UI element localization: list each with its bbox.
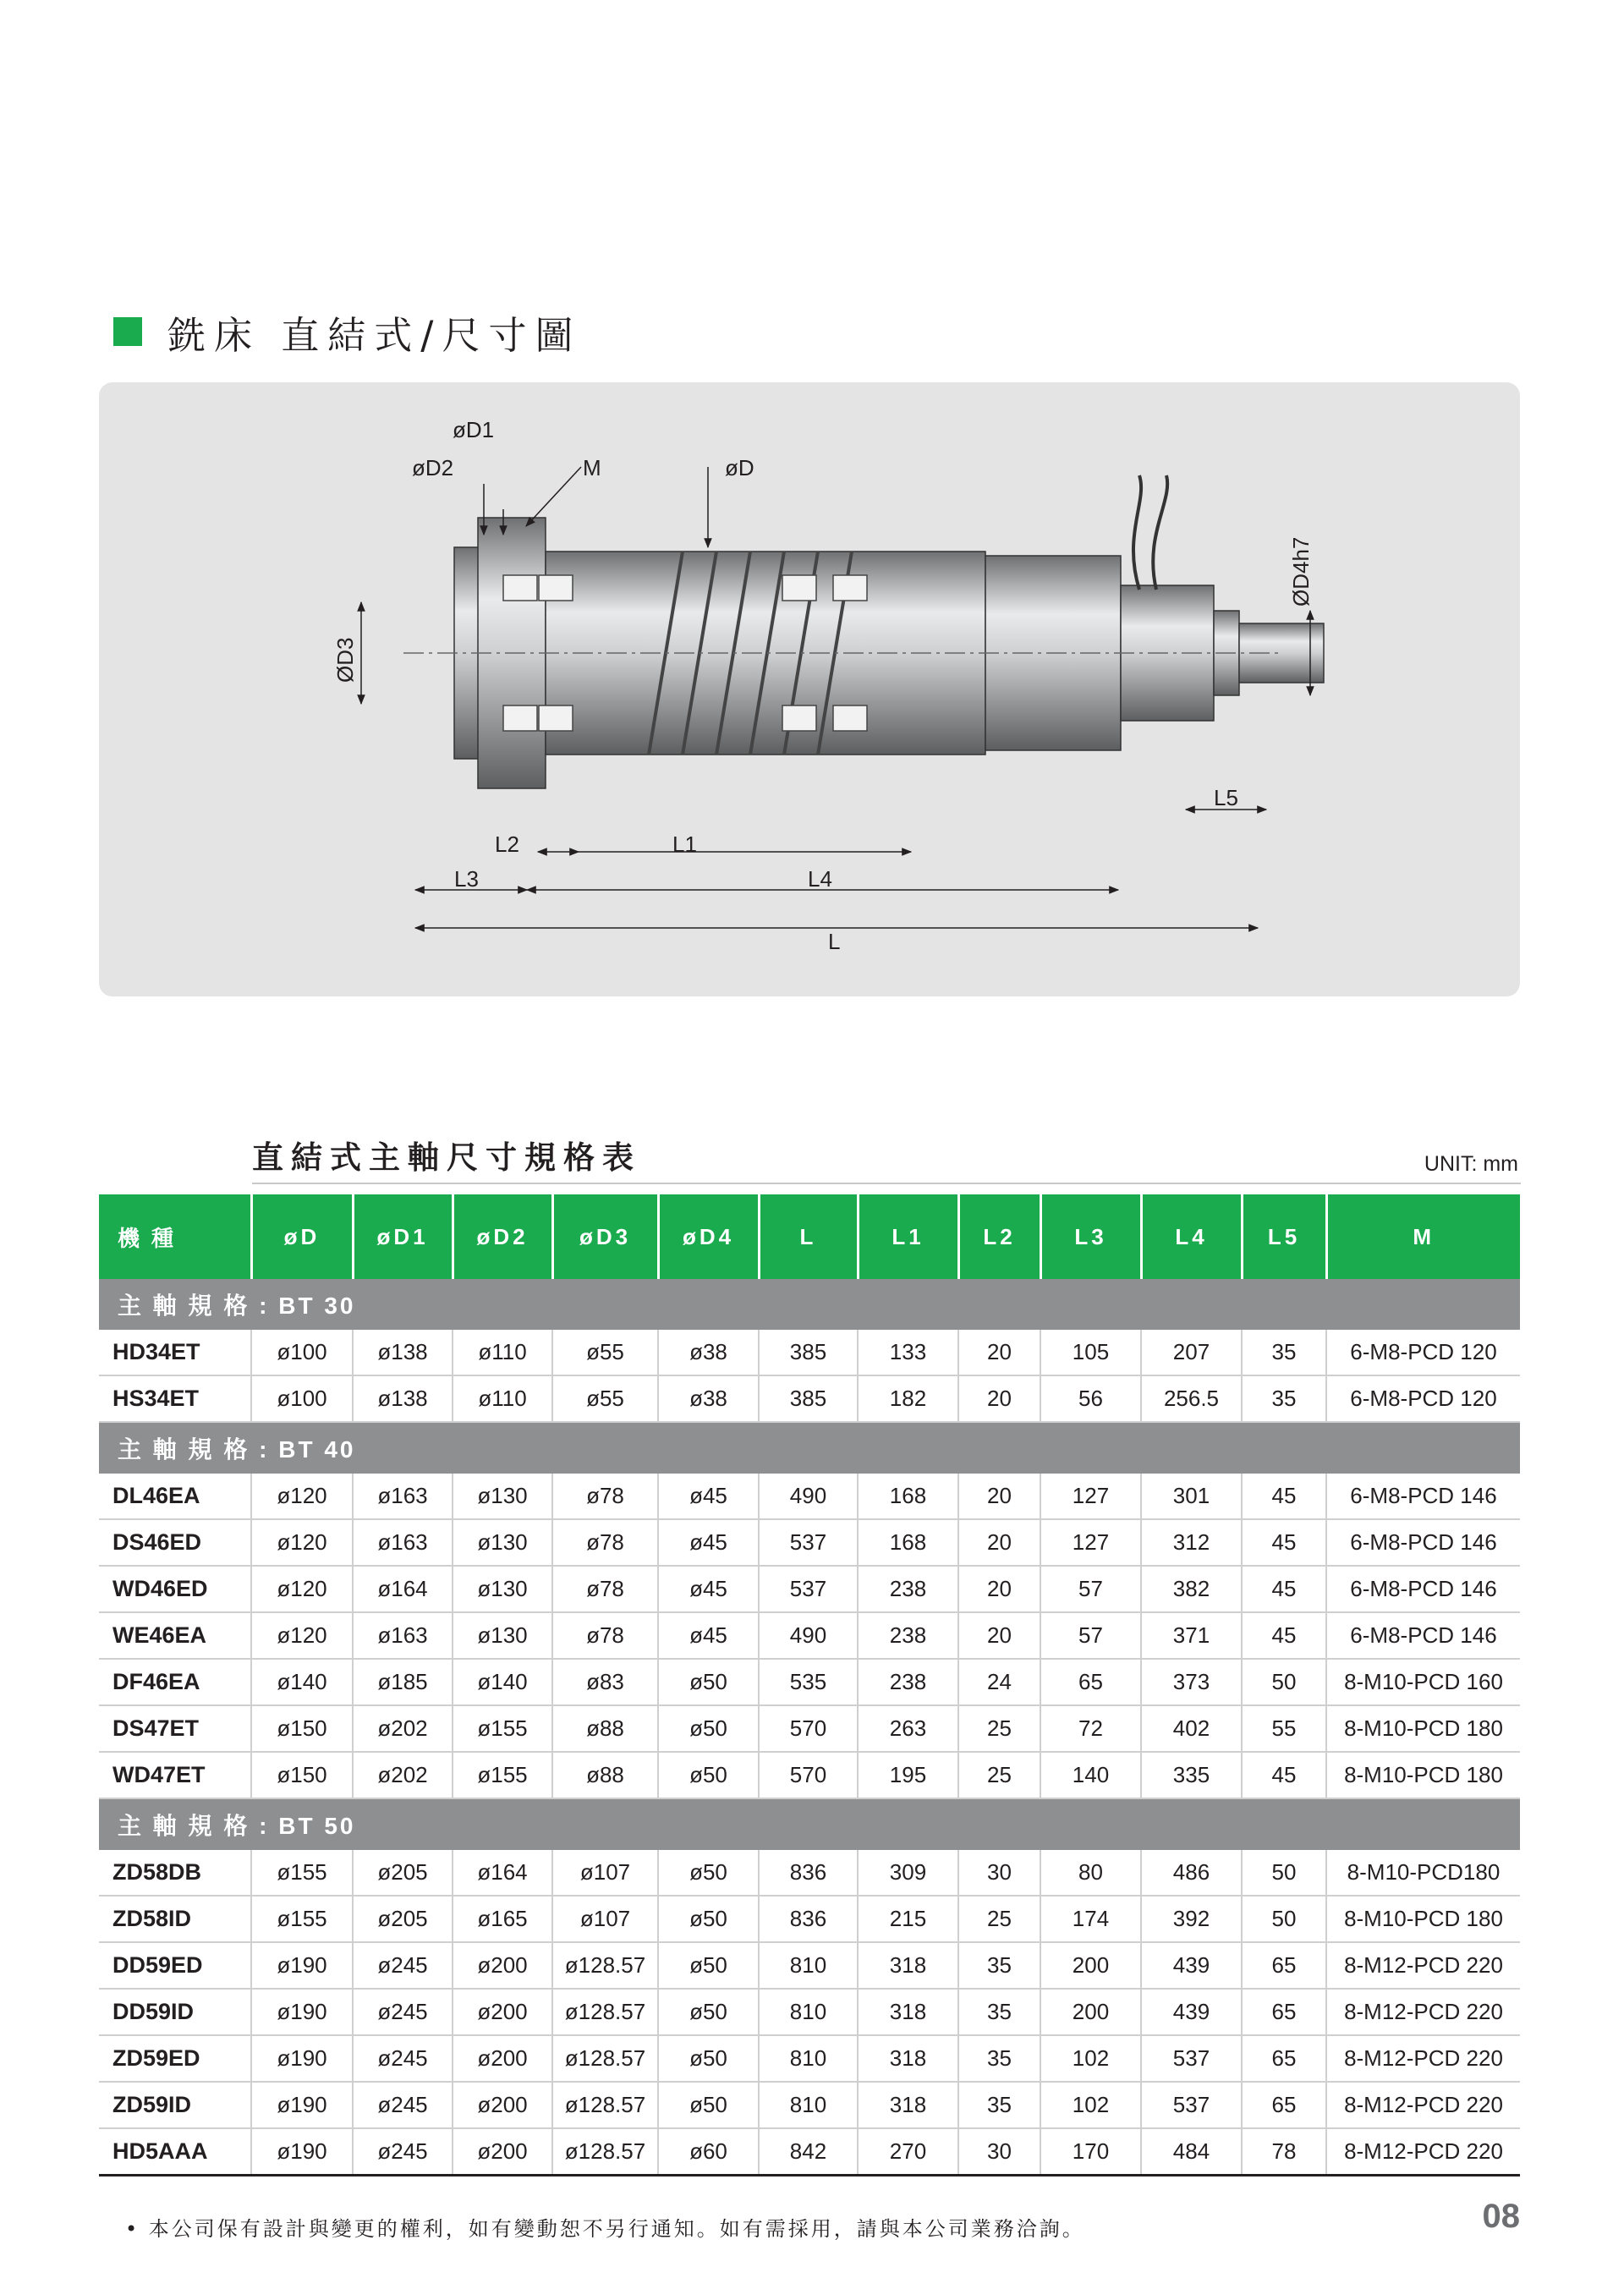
table-row: [99, 2035, 1520, 2082]
table-cell: 238: [858, 1612, 958, 1659]
table-cell: ø185: [353, 1659, 453, 1705]
table-cell: ø128.57: [552, 2035, 658, 2082]
table-cell: ø120: [251, 1474, 353, 1519]
table-cell: 810: [759, 2035, 858, 2082]
model-cell: ZD58ID: [99, 1896, 251, 1942]
table-cell: 238: [858, 1566, 958, 1612]
table-cell: 35: [958, 1942, 1040, 1989]
footnote: [125, 2212, 1085, 2242]
label-d1: øD1: [453, 417, 495, 442]
green-square-icon: [113, 317, 142, 346]
table-cell: 45: [1242, 1519, 1326, 1566]
table-cell: ø164: [453, 1850, 552, 1896]
table-cell: 170: [1040, 2128, 1141, 2176]
label-m: M: [583, 455, 601, 480]
table-cell: ø60: [658, 2128, 759, 2176]
table-cell: ø202: [353, 1752, 453, 1798]
table-cell: 6-M8-PCD 146: [1326, 1612, 1520, 1659]
table-cell: 57: [1040, 1566, 1141, 1612]
unit-label: UNIT: mm: [1424, 1152, 1518, 1176]
table-cell: 133: [858, 1330, 958, 1375]
table-cell: ø138: [353, 1375, 453, 1422]
model-cell: ZD58DB: [99, 1850, 251, 1896]
table-cell: 45: [1242, 1474, 1326, 1519]
table-cell: ø45: [658, 1566, 759, 1612]
table-cell: ø78: [552, 1612, 658, 1659]
table-cell: ø110: [453, 1375, 552, 1422]
table-cell: 392: [1141, 1896, 1242, 1942]
table-cell: ø45: [658, 1612, 759, 1659]
table-cell: 55: [1242, 1705, 1326, 1752]
table-cell: ø83: [552, 1659, 658, 1705]
section-heading: [113, 306, 581, 357]
table-cell: ø155: [453, 1752, 552, 1798]
table-cell: 20: [958, 1519, 1040, 1566]
table-cell: 30: [958, 1850, 1040, 1896]
table-row: [99, 1896, 1520, 1942]
table-cell: 484: [1141, 2128, 1242, 2176]
table-cell: ø163: [353, 1519, 453, 1566]
table-cell: 385: [759, 1375, 858, 1422]
table-cell: 810: [759, 2082, 858, 2128]
table-cell: ø245: [353, 1989, 453, 2035]
label-d2: øD2: [412, 455, 454, 480]
table-cell: 270: [858, 2128, 958, 2176]
table-cell: 50: [1242, 1659, 1326, 1705]
table-cell: 45: [1242, 1612, 1326, 1659]
table-cell: ø100: [251, 1330, 353, 1375]
footnote-text: 本公司保有設計與變更的權利，如有變動恕不另行通知。如有需採用，請與本公司業務洽詢。: [148, 2217, 1085, 2241]
model-cell: DF46EA: [99, 1659, 251, 1705]
table-cell: 25: [958, 1705, 1040, 1752]
table-cell: 20: [958, 1566, 1040, 1612]
table-cell: ø190: [251, 2082, 353, 2128]
table-cell: ø45: [658, 1474, 759, 1519]
table-cell: 318: [858, 1942, 958, 1989]
table-cell: ø128.57: [552, 2128, 658, 2176]
table-cell: ø120: [251, 1566, 353, 1612]
table-cell: ø205: [353, 1850, 453, 1896]
table-cell: 8-M10-PCD180: [1326, 1850, 1520, 1896]
table-cell: ø50: [658, 2082, 759, 2128]
column-header: L3: [1040, 1194, 1141, 1279]
table-cell: 35: [958, 2082, 1040, 2128]
column-header: L2: [958, 1194, 1040, 1279]
table-cell: 56: [1040, 1375, 1141, 1422]
table-cell: ø50: [658, 2035, 759, 2082]
model-cell: DS46ED: [99, 1519, 251, 1566]
table-cell: 8-M10-PCD 180: [1326, 1705, 1520, 1752]
table-cell: 127: [1040, 1474, 1141, 1519]
table-cell: ø50: [658, 1752, 759, 1798]
column-header: øD1: [353, 1194, 453, 1279]
table-cell: ø55: [552, 1330, 658, 1375]
table-cell: 65: [1242, 1989, 1326, 2035]
table-cell: ø190: [251, 2035, 353, 2082]
column-header: L1: [858, 1194, 958, 1279]
model-cell: DD59ED: [99, 1942, 251, 1989]
model-cell: WE46EA: [99, 1612, 251, 1659]
table-cell: ø200: [453, 1989, 552, 2035]
table-cell: 537: [759, 1566, 858, 1612]
table-title: 直結式主軸尺寸規格表: [252, 1139, 641, 1176]
label-l4: L4: [808, 866, 832, 892]
spindle-spec-table: [99, 1194, 1520, 2176]
table-cell: ø50: [658, 1705, 759, 1752]
table-cell: 65: [1242, 2082, 1326, 2128]
column-header: 機種: [99, 1194, 251, 1279]
column-header: øD2: [453, 1194, 552, 1279]
table-cell: ø245: [353, 2128, 453, 2176]
table-cell: 45: [1242, 1752, 1326, 1798]
table-cell: ø245: [353, 2082, 453, 2128]
table-row: [99, 1989, 1520, 2035]
table-cell: 309: [858, 1850, 958, 1896]
table-row: [99, 2082, 1520, 2128]
table-cell: ø150: [251, 1752, 353, 1798]
page-number: 08: [1482, 2198, 1520, 2235]
table-cell: 810: [759, 1942, 858, 1989]
column-header: L5: [1242, 1194, 1326, 1279]
table-cell: 6-M8-PCD 146: [1326, 1519, 1520, 1566]
table-cell: 8-M12-PCD 220: [1326, 1989, 1520, 2035]
table-cell: 78: [1242, 2128, 1326, 2176]
table-cell: 168: [858, 1519, 958, 1566]
table-cell: ø200: [453, 1942, 552, 1989]
table-cell: ø110: [453, 1330, 552, 1375]
table-cell: 215: [858, 1896, 958, 1942]
table-cell: ø163: [353, 1612, 453, 1659]
label-l5: L5: [1214, 785, 1238, 810]
column-header: L: [759, 1194, 858, 1279]
model-cell: HD34ET: [99, 1330, 251, 1375]
table-cell: ø138: [353, 1330, 453, 1375]
table-cell: ø45: [658, 1519, 759, 1566]
power-cables: [1133, 475, 1167, 590]
table-cell: ø78: [552, 1566, 658, 1612]
table-cell: ø155: [251, 1896, 353, 1942]
table-cell: ø107: [552, 1850, 658, 1896]
table-row: [99, 1474, 1520, 1519]
table-cell: 402: [1141, 1705, 1242, 1752]
table-cell: 371: [1141, 1612, 1242, 1659]
label-l3: L3: [454, 866, 479, 892]
table-cell: 8-M12-PCD 220: [1326, 2128, 1520, 2176]
bullet-icon: •: [125, 2217, 149, 2241]
table-cell: 200: [1040, 1942, 1141, 1989]
table-body: [99, 1279, 1520, 2176]
table-cell: 127: [1040, 1519, 1141, 1566]
table-cell: 385: [759, 1330, 858, 1375]
table-cell: 301: [1141, 1474, 1242, 1519]
table-cell: 105: [1040, 1330, 1141, 1375]
model-cell: ZD59ED: [99, 2035, 251, 2082]
table-cell: 20: [958, 1375, 1040, 1422]
label-d4: ØD4h7: [1288, 536, 1314, 607]
section-title: 銑床 直結式/尺寸圖: [167, 312, 582, 358]
table-cell: ø50: [658, 1942, 759, 1989]
table-cell: 373: [1141, 1659, 1242, 1705]
table-cell: 35: [958, 1989, 1040, 2035]
table-cell: ø128.57: [552, 1989, 658, 2035]
table-cell: ø128.57: [552, 1942, 658, 1989]
table-header-row: [99, 1194, 1520, 1279]
table-cell: 140: [1040, 1752, 1141, 1798]
table-cell: ø50: [658, 1850, 759, 1896]
table-cell: 439: [1141, 1989, 1242, 2035]
table-cell: 535: [759, 1659, 858, 1705]
table-cell: 65: [1040, 1659, 1141, 1705]
table-cell: ø130: [453, 1519, 552, 1566]
table-cell: ø100: [251, 1375, 353, 1422]
table-cell: 195: [858, 1752, 958, 1798]
group-header-row: [99, 1798, 1520, 1850]
table-cell: 836: [759, 1850, 858, 1896]
table-row: [99, 1659, 1520, 1705]
table-cell: ø200: [453, 2082, 552, 2128]
table-cell: 182: [858, 1375, 958, 1422]
label-d: øD: [725, 455, 754, 480]
table-cell: 57: [1040, 1612, 1141, 1659]
table-cell: 8-M12-PCD 220: [1326, 2082, 1520, 2128]
model-cell: WD47ET: [99, 1752, 251, 1798]
table-cell: 318: [858, 2035, 958, 2082]
table-cell: ø140: [453, 1659, 552, 1705]
model-cell: DL46EA: [99, 1474, 251, 1519]
table-cell: ø50: [658, 1989, 759, 2035]
table-cell: ø200: [453, 2128, 552, 2176]
table-cell: 8-M10-PCD 160: [1326, 1659, 1520, 1705]
table-cell: 200: [1040, 1989, 1141, 2035]
table-cell: ø190: [251, 1989, 353, 2035]
table-cell: 25: [958, 1896, 1040, 1942]
table-cell: 335: [1141, 1752, 1242, 1798]
table-cell: 6-M8-PCD 146: [1326, 1474, 1520, 1519]
table-cell: 65: [1242, 2035, 1326, 2082]
table-cell: 318: [858, 2082, 958, 2128]
table-cell: 35: [958, 2035, 1040, 2082]
table-cell: 382: [1141, 1566, 1242, 1612]
table-cell: ø128.57: [552, 2082, 658, 2128]
table-cell: 238: [858, 1659, 958, 1705]
label-d3: ØD3: [332, 637, 358, 683]
table-cell: ø78: [552, 1474, 658, 1519]
group-label: 主 軸 規 格 : BT 30: [99, 1279, 1520, 1330]
table-cell: 312: [1141, 1519, 1242, 1566]
table-cell: 30: [958, 2128, 1040, 2176]
table-row: [99, 1942, 1520, 1989]
table-cell: ø165: [453, 1896, 552, 1942]
table-cell: ø130: [453, 1566, 552, 1612]
table-cell: ø202: [353, 1705, 453, 1752]
group-label: 主 軸 規 格 : BT 40: [99, 1422, 1520, 1474]
table-cell: 537: [1141, 2035, 1242, 2082]
table-cell: ø245: [353, 2035, 453, 2082]
table-cell: 50: [1242, 1896, 1326, 1942]
table-row: [99, 2128, 1520, 2176]
table-cell: ø88: [552, 1752, 658, 1798]
spindle-dimension-drawing: [99, 382, 1520, 996]
label-l2: L2: [495, 832, 519, 857]
group-label: 主 軸 規 格 : BT 50: [99, 1798, 1520, 1850]
table-cell: ø50: [658, 1896, 759, 1942]
table-cell: 486: [1141, 1850, 1242, 1896]
table-cell: 102: [1040, 2035, 1141, 2082]
table-row: [99, 1705, 1520, 1752]
table-row: [99, 1519, 1520, 1566]
table-cell: ø245: [353, 1942, 453, 1989]
table-row: [99, 1612, 1520, 1659]
table-cell: 45: [1242, 1566, 1326, 1612]
table-cell: 174: [1040, 1896, 1141, 1942]
model-cell: DD59ID: [99, 1989, 251, 2035]
table-cell: ø150: [251, 1705, 353, 1752]
table-cell: ø78: [552, 1519, 658, 1566]
table-cell: 810: [759, 1989, 858, 2035]
column-header: L4: [1141, 1194, 1242, 1279]
table-cell: 20: [958, 1612, 1040, 1659]
table-cell: 20: [958, 1330, 1040, 1375]
table-cell: 490: [759, 1474, 858, 1519]
table-row: [99, 1752, 1520, 1798]
table-cell: ø163: [353, 1474, 453, 1519]
table-cell: 842: [759, 2128, 858, 2176]
table-cell: 6-M8-PCD 120: [1326, 1330, 1520, 1375]
table-cell: ø140: [251, 1659, 353, 1705]
table-cell: 72: [1040, 1705, 1141, 1752]
table-cell: ø55: [552, 1375, 658, 1422]
table-row: [99, 1566, 1520, 1612]
model-cell: DS47ET: [99, 1705, 251, 1752]
table-cell: 6-M8-PCD 120: [1326, 1375, 1520, 1422]
table-cell: ø38: [658, 1330, 759, 1375]
table-row: [99, 1330, 1520, 1375]
table-cell: 65: [1242, 1942, 1326, 1989]
table-cell: ø164: [353, 1566, 453, 1612]
table-cell: 20: [958, 1474, 1040, 1519]
label-l1: L1: [672, 832, 697, 857]
table-cell: ø155: [453, 1705, 552, 1752]
table-cell: ø190: [251, 2128, 353, 2176]
model-cell: HD5AAA: [99, 2128, 251, 2176]
table-cell: ø130: [453, 1612, 552, 1659]
table-cell: 570: [759, 1705, 858, 1752]
table-cell: ø205: [353, 1896, 453, 1942]
table-cell: 207: [1141, 1330, 1242, 1375]
table-cell: 25: [958, 1752, 1040, 1798]
table-cell: ø107: [552, 1896, 658, 1942]
column-header: øD: [251, 1194, 353, 1279]
group-header-row: [99, 1422, 1520, 1474]
model-cell: ZD59ID: [99, 2082, 251, 2128]
table-cell: 537: [759, 1519, 858, 1566]
table-cell: ø190: [251, 1942, 353, 1989]
table-cell: 256.5: [1141, 1375, 1242, 1422]
table-cell: 8-M10-PCD 180: [1326, 1752, 1520, 1798]
column-header: øD3: [552, 1194, 658, 1279]
table-cell: 537: [1141, 2082, 1242, 2128]
table-cell: 570: [759, 1752, 858, 1798]
table-cell: ø50: [658, 1659, 759, 1705]
table-cell: 8-M12-PCD 220: [1326, 1942, 1520, 1989]
table-cell: 6-M8-PCD 146: [1326, 1566, 1520, 1612]
table-cell: ø120: [251, 1519, 353, 1566]
table-cell: 24: [958, 1659, 1040, 1705]
table-cell: 318: [858, 1989, 958, 2035]
table-cell: ø155: [251, 1850, 353, 1896]
table-cell: ø88: [552, 1705, 658, 1752]
table-cell: 35: [1242, 1330, 1326, 1375]
column-header: M: [1326, 1194, 1520, 1279]
table-row: [99, 1850, 1520, 1896]
table-cell: 168: [858, 1474, 958, 1519]
group-header-row: [99, 1279, 1520, 1330]
table-row: [99, 1375, 1520, 1422]
table-cell: ø38: [658, 1375, 759, 1422]
label-l: L: [828, 929, 841, 954]
table-cell: ø200: [453, 2035, 552, 2082]
table-cell: 836: [759, 1896, 858, 1942]
table-cell: 490: [759, 1612, 858, 1659]
table-cell: 439: [1141, 1942, 1242, 1989]
table-cell: 8-M12-PCD 220: [1326, 2035, 1520, 2082]
column-header: øD4: [658, 1194, 759, 1279]
table-cell: 80: [1040, 1850, 1141, 1896]
title-divider: [252, 1183, 1521, 1184]
table-cell: 263: [858, 1705, 958, 1752]
table-cell: 8-M10-PCD 180: [1326, 1896, 1520, 1942]
model-cell: HS34ET: [99, 1375, 251, 1422]
table-cell: 102: [1040, 2082, 1141, 2128]
model-cell: WD46ED: [99, 1566, 251, 1612]
dimension-diagram-panel: [99, 382, 1520, 996]
table-cell: 50: [1242, 1850, 1326, 1896]
table-cell: ø120: [251, 1612, 353, 1659]
table-cell: 35: [1242, 1375, 1326, 1422]
table-cell: ø130: [453, 1474, 552, 1519]
